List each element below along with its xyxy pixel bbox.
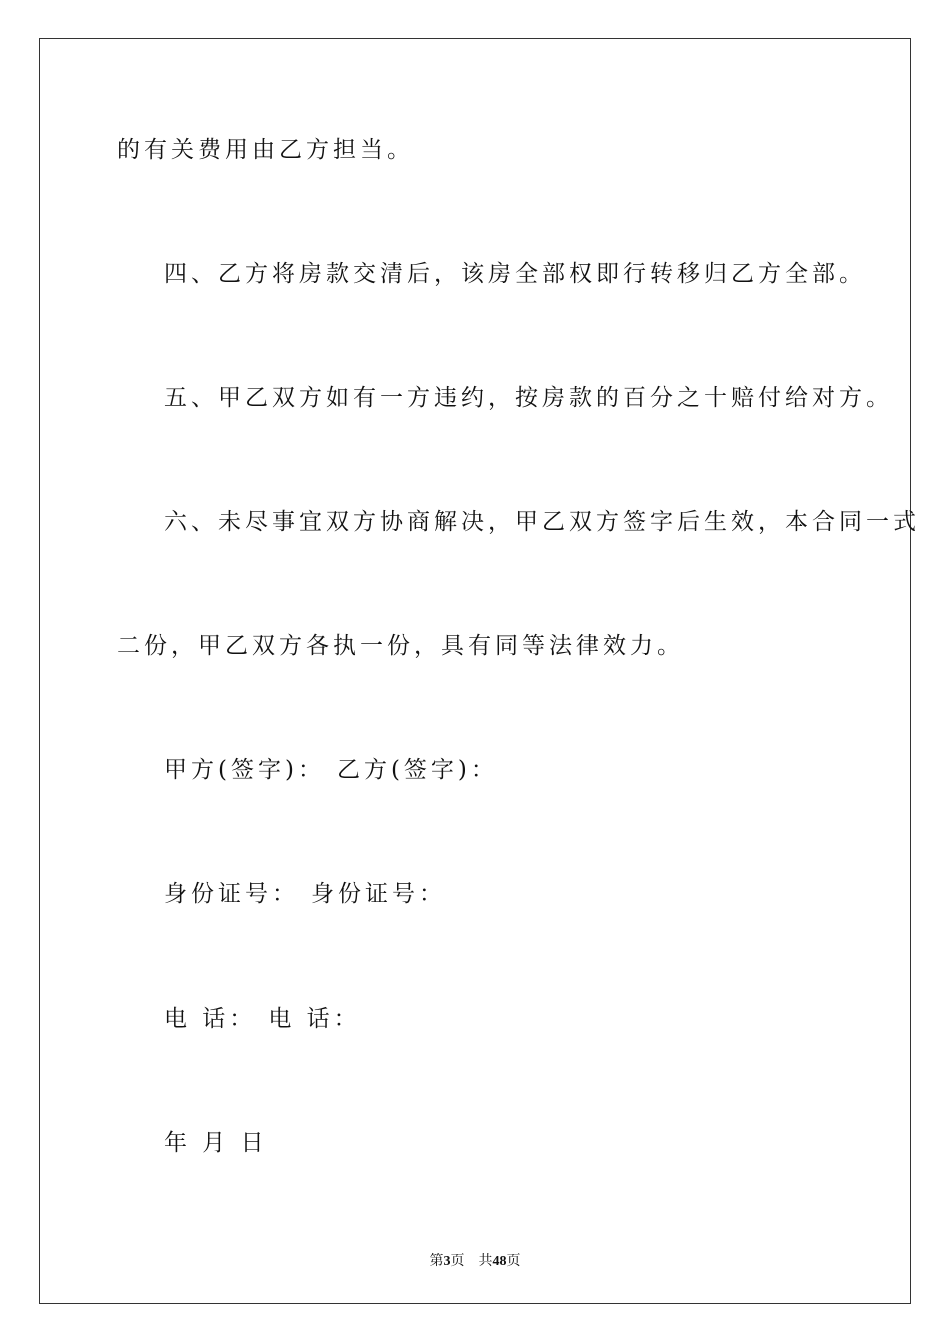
id-number-row — [164, 883, 446, 906]
footer-total-pages: 48 — [492, 1254, 507, 1269]
phone-row — [164, 1008, 361, 1031]
clause-four: 四、乙方将房款交清后，该房全部权即行转移归乙方全部。 — [164, 261, 866, 287]
party-b-id-label: 身份证号： — [311, 881, 446, 907]
footer-total-prefix: 共 — [478, 1253, 493, 1269]
paragraph-continuation: 的有关费用由乙方担当。 — [117, 137, 414, 163]
clause-six-line-1: 六、未尽事宜双方协商解决，甲乙双方签字后生效，本合同一式 — [164, 509, 920, 535]
party-b-phone-label: 电 话： — [268, 1006, 361, 1032]
page-border — [39, 38, 911, 1304]
party-a-signature-label: 甲方(签字)： — [164, 757, 325, 783]
footer-page-prefix: 第 — [429, 1253, 444, 1269]
party-a-id-label: 身份证号： — [164, 881, 299, 907]
clause-five: 五、甲乙双方如有一方违约，按房款的百分之十赔付给对方。 — [164, 385, 893, 411]
footer-current-page: 3 — [443, 1254, 451, 1269]
footer-page-suffix: 页 — [450, 1253, 465, 1269]
page-footer — [0, 1250, 950, 1270]
date-line: 年 月 日 — [164, 1130, 268, 1156]
signature-row — [164, 759, 498, 782]
footer-total-suffix: 页 — [506, 1253, 521, 1269]
party-a-phone-label: 电 话： — [164, 1006, 257, 1032]
party-b-signature-label: 乙方(签字)： — [336, 757, 498, 783]
clause-six-line-2: 二份，甲乙双方各执一份，具有同等法律效力。 — [117, 633, 684, 659]
